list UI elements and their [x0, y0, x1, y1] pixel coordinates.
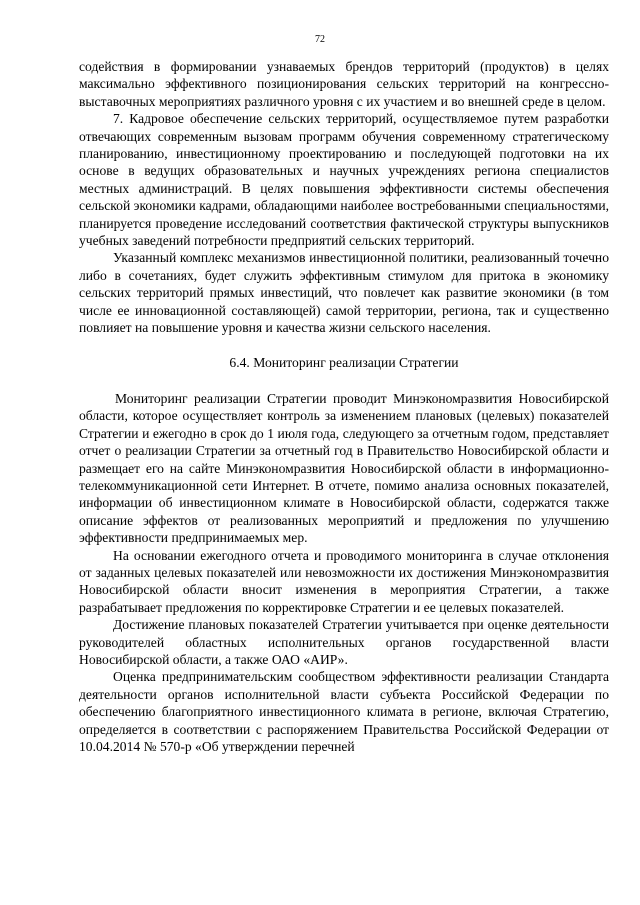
document-body [79, 58, 609, 755]
paragraph: Достижение плановых показателей Стратегии учитывается при оценке деятельности руководителей областных исполнительных органов государственной власти Новосибирской области, а также ОАО «АИР». [79, 617, 609, 667]
paragraph: содействия в формировании узнаваемых брендов территорий (продуктов) в целях максимально эффективного позиционирования сельских территорий на конгрессно-выставочных мероприятиях различного уровня с их участием и во внешней среде в целом. [79, 59, 609, 109]
page-number: 72 [315, 34, 325, 45]
paragraph: На основании ежегодного отчета и проводимого мониторинга в случае отклонения от заданных целевых показателей или невозможности их достижения Минэкономразвития Новосибирской области вносит изменения в мероприятия Стратегии, а также разрабатывает предложения по корректировке Стратегии и ее целевых показателей. [79, 547, 609, 615]
paragraph: Мониторинг реализации Стратегии проводит Минэкономразвития Новосибирской области, которое осуществляет контроль за изменением плановых (целевых) показателей Стратегии и ежегодно в срок до 1 июля года, следующего за отчетным годом, представляет отчет о реализации Стратегии за отчетный год в Правительство Новосибирской области и размещает его на сайте Минэкономразвития Новосибирской области в информационно-телекоммуникационной сети Интернет. В отчете, помимо анализа основных показателей, информации об инвестиционном климате в Новосибирской области, содержатся также описание эффектов от реализованных мероприятий и предложения по улучшению эффективности предпринимаемых мер. [79, 390, 609, 546]
paragraph: Указанный комплекс механизмов инвестиционной политики, реализованный точечно либо в сочетаниях, будет служить эффективным стимулом для притока в экономику сельских территорий прямых инвестиций, что повлечет как развитие экономики (в том числе ее инновационной составляющей) самой территории, региона, так и существенно повлияет на повышение уровня и качества жизни сельского населения. [79, 250, 609, 336]
paragraph: Оценка предпринимательским сообществом эффективности реализации Стандарта деятельности органов исполнительной власти субъекта Российской Федерации по обеспечению благоприятного инвестиционного климата в регионе, включая Стратегию, определяется в соответствии с распоряжением Правительства Российской Федерации от 10.04.2014 № 570-р «Об утверждении перечней [79, 669, 609, 755]
paragraph: 7. Кадровое обеспечение сельских территорий, осуществляемое путем разработки отвечающих современным вызовам программ обучения современному стратегическому планированию, инвестиционному проектированию и последующей подготовки на их основе в ведущих образовательных и научных учреждениях региона специалистов местных администраций. В целях повышения эффективности системы обеспечения сельской экономики кадрами, обладающими наиболее востребованными специальностями, планируется проведение исследований соответствия фактической структуры выпускников учебных заведений потребности предприятий сельских территорий. [79, 111, 609, 249]
section-heading: 6.4. Мониторинг реализации Стратегии [229, 354, 459, 370]
